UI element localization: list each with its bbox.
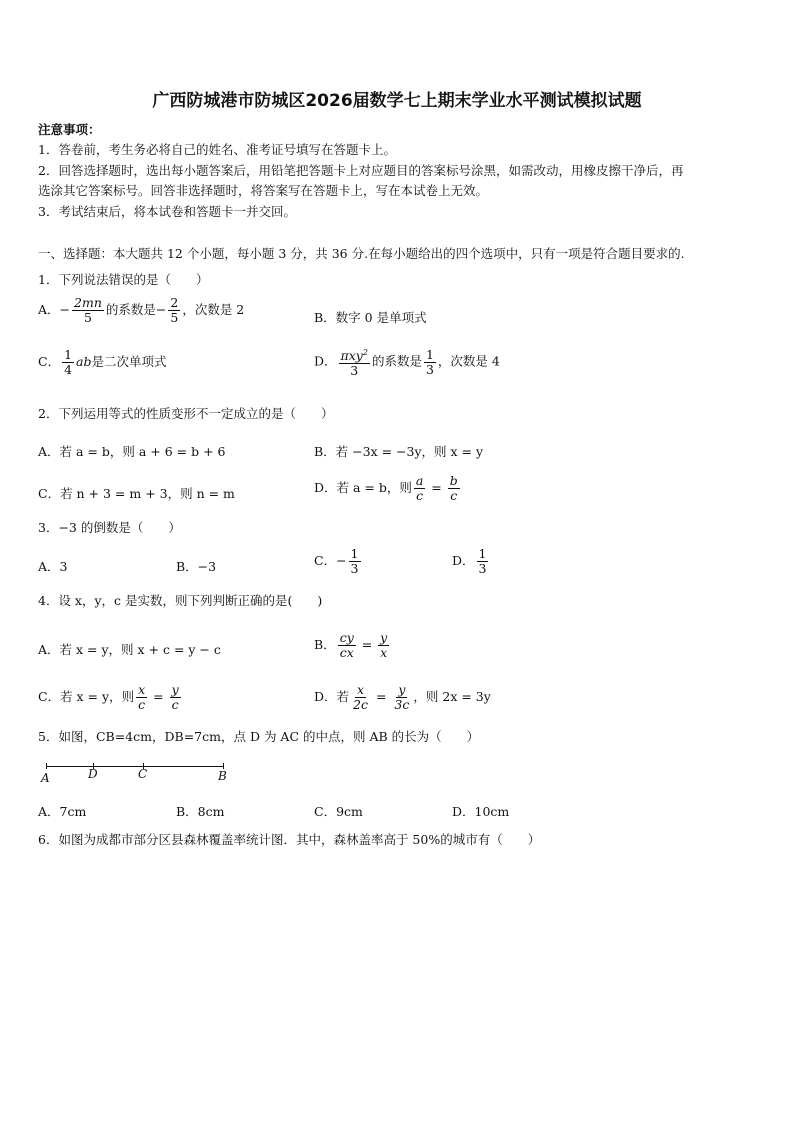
fraction [349,547,361,576]
numerator: y [380,630,388,645]
question-stem: 6．如图为成都市部分区县森林覆盖率统计图．其中，森林盖率高于 50%的城市有（ ） [38,832,541,847]
denominator: c [450,488,458,503]
option-d: D．若 a = b，则 $\frac{a}{c}$ = $\frac{b}{c}$ [314,473,458,503]
numerator: 1 [64,347,73,362]
page-title: 广西防城港市防城区2026届数学七上期末学业水平测试模拟试题 [152,91,642,111]
question-stem: 5．如图，CB=4cm，DB=7cm，点 D 为 AC 的中点，则 AB 的长为（ ） [38,729,480,744]
option-text: ，次数是 2 [182,302,245,317]
numerator: 1 [425,346,434,362]
numerator: x [356,682,365,697]
fraction [392,683,411,712]
fraction [448,474,460,503]
denominator: 3 [425,361,434,377]
denominator: 3 [350,363,359,379]
numerator: 2 [170,295,179,310]
numerator: 1 [350,546,359,561]
option-text: C．若 x = y，则 [38,689,135,704]
numerator: 2mn [74,295,102,310]
option-b: B．若 −3x = −3y，则 x = y [314,444,484,459]
option-a: A．若 a = b，则 a + 6 = b + 6 [38,444,226,459]
option-label: C． [38,354,61,369]
notice-item: 选涂其它答案标号。回答非选择题时，将答案写在答题卡上，写在本试卷上无效。 [38,183,489,198]
option-c: C．若 x = y，则 $\frac{x}{c}$ = $\frac{y}{c}$ [38,682,179,712]
option-b: B． $\frac{cy}{cx}$ = $\frac{y}{x}$ [314,630,388,660]
numerator: y [171,682,179,697]
option-b: B．8cm [176,804,225,819]
question-stem: 2．下列运用等式的性质变形不一定成立的是（ ） [38,406,334,421]
point-a-label: A [41,771,50,785]
fraction [170,683,181,712]
denominator: c [171,697,179,712]
numerator: πxy$^2$ [340,348,368,364]
segment-line [46,766,224,767]
numerator: y [398,682,406,697]
fraction [351,683,370,712]
denominator: 5 [83,310,92,325]
denominator: 2c [353,697,368,712]
fraction [136,683,147,712]
option-label: D． [452,553,475,568]
fraction [339,346,370,378]
question-stem: 3．−3 的倒数是（ ） [38,520,181,535]
point-b-label: B [218,769,227,783]
option-text: 的系数是 [371,353,422,369]
option-label: C．− [314,553,347,568]
option-text: D．若 a = b，则 [314,480,412,495]
option-text: D．若 [314,689,350,704]
numerator: a [415,473,424,488]
option-a: A．− $\frac{2mn}{5}$ 的系数是− $\frac{2}{5}$ ，次数是 2 [38,295,245,325]
notice-item: 1．答卷前，考生务必将自己的姓名、准考证号填写在答题卡上。 [38,142,396,157]
section-heading: 一、选择题：本大题共 12 个小题，每小题 3 分，共 36 分.在每小题给出的四个选项中，只有一项是符合题目要求的. [38,246,685,261]
option-c: C．9cm [314,804,363,819]
notice-item: 2．回答选择题时，选出每小题答案后，用铅笔把答题卡上对应题目的答案标号涂黑，如需改动，用橡皮擦干净后，再 [38,163,684,178]
fraction [168,296,180,325]
option-c [314,547,363,576]
denominator: 3c [394,697,410,712]
denominator: c [138,697,146,712]
point-d-label: D [88,767,98,781]
fraction [338,631,356,660]
option-d: D．若 $\frac{x}{2c}$ = $\frac{y}{3c}$ ，则 2x = 3y [314,682,491,712]
numerator-text: πxy [340,348,363,364]
point-c-label: C [138,767,148,781]
option-a: A．3 [38,559,68,574]
option-a: A．若 x = y，则 x + c = y − c [38,642,221,657]
option-b: B．数字 0 是单项式 [314,310,427,325]
denominator: cx [339,645,354,660]
question-stem: 1．下列说法错误的是（ ） [38,272,209,287]
option-d [314,346,500,378]
option-c: C． $\frac{1}{4}$ ab是二次单项式 [38,347,167,377]
option-d [452,547,490,576]
numerator: cy [339,630,354,645]
option-text: ，次数是 4 [437,353,500,369]
fraction [62,348,74,377]
fraction [424,348,436,377]
option-label: D． [314,353,337,369]
tick-a [46,763,47,769]
option-text: ，则 2x = 3y [413,689,491,704]
denominator: 3 [350,561,359,576]
denominator: 5 [170,310,179,325]
fraction [72,296,104,325]
question-stem: 4．设 x，y，c 是实数，则下列判断正确的是( ) [38,593,323,608]
denominator: 3 [478,561,487,576]
option-text: 是二次单项式 [91,354,167,369]
notice-item: 3．考试结束后，将本试卷和答题卡一并交回。 [38,204,296,219]
option-text: 的系数是 [105,302,156,317]
option-a: A．7cm [38,804,87,819]
fraction [414,474,425,503]
option-label: B． [314,637,336,652]
fraction [378,631,389,660]
notice-heading: 注意事项： [38,122,101,137]
option-b: B．−3 [176,559,217,574]
numerator: 1 [478,546,487,561]
denominator: x [380,645,388,660]
fraction [477,547,489,576]
denominator: c [416,488,424,503]
numerator: x [138,682,146,697]
option-c: C．若 n + 3 = m + 3，则 n = m [38,486,235,501]
denominator: 4 [64,362,73,377]
numerator: b [449,473,458,488]
option-d: D．10cm [452,804,510,819]
option-label: A． [38,302,60,317]
